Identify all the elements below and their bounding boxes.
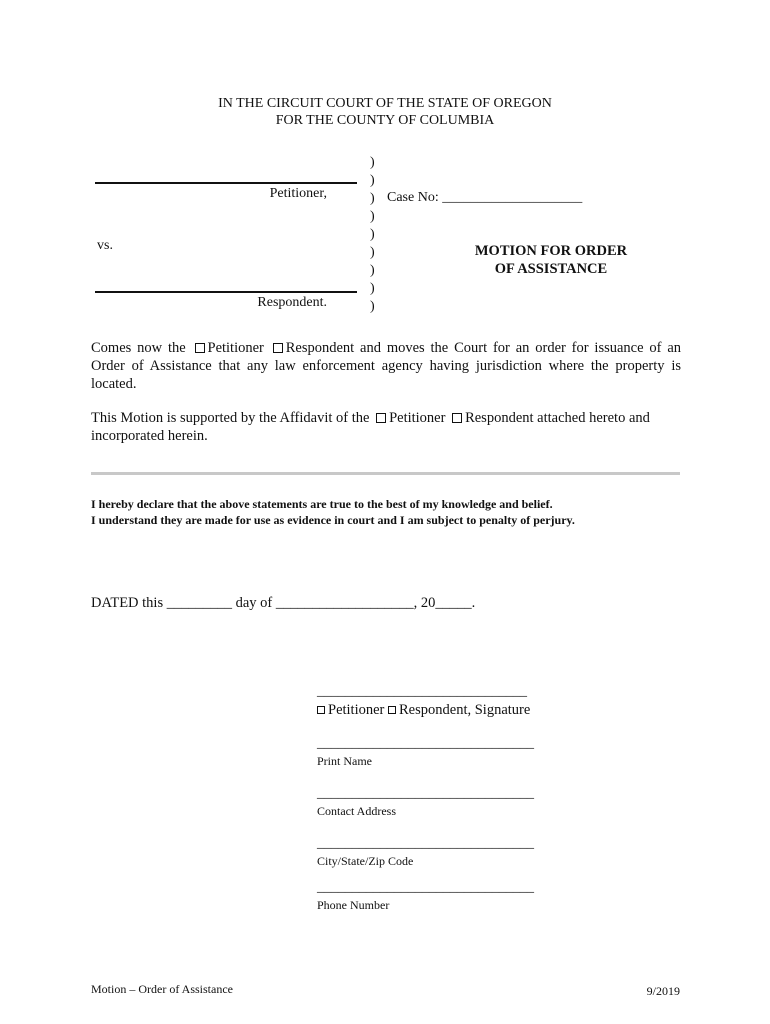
dated-period: .	[471, 595, 476, 611]
petitioner-checkbox[interactable]	[376, 413, 386, 423]
petitioner-label: Petitioner,	[269, 186, 327, 201]
caption-divider	[370, 154, 384, 316]
paren: )	[370, 299, 375, 314]
dated-prefix: DATED this	[91, 595, 164, 611]
sig-petitioner-checkbox[interactable]	[317, 706, 325, 714]
section-divider	[91, 472, 680, 475]
signature-line[interactable]: ______________________________	[317, 684, 527, 699]
respondent-checkbox[interactable]	[452, 413, 462, 423]
paren: )	[370, 245, 375, 260]
year-prefix: , 20	[413, 595, 436, 611]
signature-label	[317, 702, 530, 719]
petitioner-name-line[interactable]	[95, 182, 357, 184]
phone-number-label: Phone Number	[317, 898, 390, 912]
respondent-option: Respondent	[285, 340, 355, 356]
respondent-checkbox[interactable]	[273, 343, 283, 353]
para2-rest: attached hereto and incorporated herein.	[91, 410, 650, 444]
paren: )	[370, 281, 375, 296]
case-no-label: Case No:	[387, 190, 439, 205]
paren: )	[370, 173, 375, 188]
declaration-statement	[91, 496, 681, 528]
para1-rest: and moves the Court for an order for issuance of an Order of Assistance that any law enforcement agency having jurisdiction where the property is located.	[91, 340, 681, 392]
vs-label: vs.	[97, 238, 113, 253]
paren: )	[370, 155, 375, 170]
declaration-line2: I understand they are made for use as evidence in court and I am subject to penalty of perjury.	[91, 513, 575, 527]
respondent-option: Respondent	[465, 410, 534, 426]
paren: )	[370, 191, 375, 206]
city-state-zip-line[interactable]: _______________________________	[317, 836, 534, 851]
petitioner-option: Petitioner	[207, 340, 264, 356]
motion-paragraph-1	[91, 339, 681, 393]
sig-respondent-option: Respondent, Signature	[399, 702, 531, 718]
petitioner-option: Petitioner	[389, 410, 446, 426]
paren: )	[370, 227, 375, 242]
court-heading-line2: FOR THE COUNTY OF COLUMBIA	[275, 113, 495, 128]
petitioner-checkbox[interactable]	[195, 343, 205, 353]
case-number	[387, 190, 582, 206]
footer-revision-date: 9/2019	[646, 984, 680, 998]
sig-petitioner-option: Petitioner	[328, 702, 385, 718]
city-state-zip-label: City/State/Zip Code	[317, 854, 414, 868]
declaration-line1: I hereby declare that the above statements are true to the best of my knowledge and belief.	[91, 497, 553, 511]
motion-paragraph-2	[91, 409, 681, 445]
contact-address-line[interactable]: _______________________________	[317, 786, 534, 801]
month-field[interactable]: ___________________	[275, 595, 414, 611]
day-field[interactable]: _________	[166, 595, 232, 611]
motion-title-line1: MOTION FOR ORDER	[474, 243, 628, 259]
footer-form-title: Motion – Order of Assistance	[91, 982, 233, 996]
paren: )	[370, 263, 375, 278]
motion-title-line2: OF ASSISTANCE	[494, 261, 608, 277]
print-name-label: Print Name	[317, 754, 372, 768]
dated-line	[91, 595, 475, 612]
para2-start: This Motion is supported by the Affidavit of the	[91, 410, 370, 426]
court-heading-line1: IN THE CIRCUIT COURT OF THE STATE OF OREGON	[218, 96, 552, 111]
year-field[interactable]: _____	[435, 595, 472, 611]
day-of-label: day of	[235, 595, 273, 611]
para1-start: Comes now the	[91, 340, 186, 356]
paren: )	[370, 209, 375, 224]
phone-number-line[interactable]: _______________________________	[317, 880, 534, 895]
case-no-field[interactable]: ____________________	[442, 190, 583, 205]
respondent-name-line[interactable]	[95, 291, 357, 293]
contact-address-label: Contact Address	[317, 804, 396, 818]
respondent-label: Respondent.	[257, 295, 327, 310]
print-name-line[interactable]: _______________________________	[317, 736, 534, 751]
sig-respondent-checkbox[interactable]	[388, 706, 396, 714]
